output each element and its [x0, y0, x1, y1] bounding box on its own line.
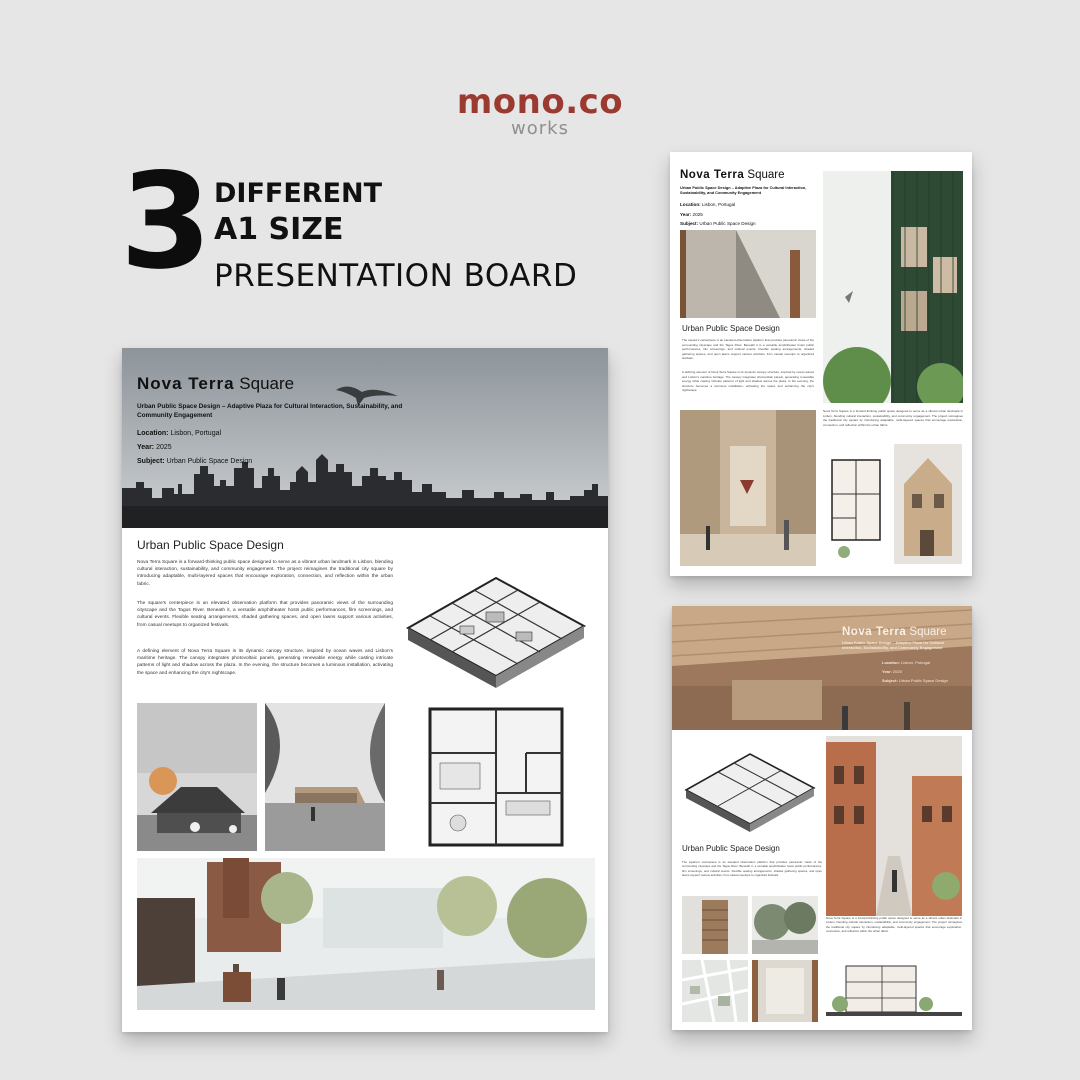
timber-house-image [894, 444, 962, 564]
axonometric-plan-image [680, 736, 820, 836]
location-value: Lisbon, Portugal [900, 660, 931, 665]
meta-location [680, 202, 735, 207]
subject-label: Subject: [680, 221, 699, 226]
small-plan-image [826, 454, 886, 564]
board-subtitle: Urban Public Space Design – Adaptive Plaza for Cultural Interaction, Sustainability, and Community Engagement [680, 185, 807, 196]
location-label: Location: [882, 660, 900, 665]
section-title: Urban Public Space Design [682, 324, 780, 333]
title-bold: Nova Terra [680, 169, 745, 181]
title-bold: Nova Terra [842, 626, 907, 638]
logo-subtitle: works [511, 118, 569, 139]
subject-value: Urban Public Space Design [164, 458, 253, 465]
meta-year [882, 669, 902, 674]
year-label: Year: [137, 444, 155, 451]
hero-skyline-image [122, 348, 608, 528]
subject-label: Subject: [137, 458, 165, 465]
green-facade-image [823, 171, 963, 403]
section-drawing-image [826, 946, 962, 1022]
pavilion-render-image [265, 703, 385, 851]
body-paragraph-2: A defining element of Nova Terra Square is its dynamic canopy structure, inspired by ocean waves and Lisbon's maritime heritage. The canopy integrates photovoltaic panels, generating renewable energy while casting intricate patterns of light and shadow across the plaza. In the evening, the structure becomes a luminous installation, activating the space and enhancing the city's nightscape. [682, 370, 814, 393]
shade-pavilion-image [752, 960, 818, 1022]
body-paragraph-1: Nova Terra Square is a forward-thinking public space designed to serve as a vibrant urban landmark in Lisbon, blending cultural interaction, sustainability, and community engagement. The project reimagines the traditional city square by introducing adaptable, multi-layered spaces that encourage exploration, connection, and reflection within the urban fabric. [137, 560, 393, 587]
interior-hero-image [672, 606, 972, 730]
body-paragraph-3: A defining element of Nova Terra Square is its dynamic canopy structure, inspired by ocean waves and Lisbon's maritime heritage. The canopy integrates photovoltaic panels, generating renewable energy while casting intricate patterns of light and shadow across the plaza. In the evening, the structure becomes a luminous installation, activating the space and enhancing the city's nightscape. [137, 649, 393, 676]
headline-line-1: DIFFERENT [214, 178, 383, 209]
presentation-board-tower [670, 152, 972, 576]
subject-value: Urban Public Space Design [698, 221, 756, 226]
site-map-image [682, 960, 748, 1022]
axonometric-plan-image [398, 548, 594, 698]
board-title [680, 169, 785, 181]
presentation-board-main [122, 348, 608, 1032]
body-paragraph-2: Nova Terra Square is a forward-thinking public space designed to serve as a vibrant urban landmark in Lisbon, blending cultural interaction, sustainability, and community engagement. The project reimagines the traditional city square by introducing adaptable, multi-layered spaces that encourage exploration, connection, and reflection within the urban fabric. [826, 916, 962, 934]
title-bold: Nova Terra [137, 374, 235, 393]
body-paragraph-1: The square's centerpiece is an elevated observation platform that provides panoramic views of the surrounding cityscape and the Tagus River. Beneath it is a versatile amphitheater hosts public performances, film screenings, and cultural events. Flexible seating arrangements, shaded gathering spaces, and open lawns support various activities, from casual meetups to organized festivals. [682, 338, 814, 361]
house-sketch-image [137, 703, 257, 851]
subject-label: Subject: [882, 678, 898, 683]
meta-subject [882, 678, 948, 683]
brand-logo [0, 82, 1080, 139]
section-title: Urban Public Space Design [137, 538, 284, 552]
body-paragraph-3: Nova Terra Square is a forward-thinking public space designed to serve as a vibrant urban landmark in Lisbon, blending cultural interaction, sustainability, and community engagement. The project reimagines the traditional city square by introducing adaptable, multi-layered spaces that encourage exploration, connection, and reflection within the urban fabric. [823, 409, 963, 427]
meta-location [882, 660, 930, 665]
meta-year [137, 444, 172, 451]
headline-number: 3 [120, 145, 212, 299]
board-title [842, 626, 947, 638]
board-subtitle: Urban Public Space Design – Adaptive Plaza for Cultural Interaction, Sustainability, and Community Engagement [137, 403, 403, 419]
floor-plan-image [396, 703, 594, 851]
subject-value: Urban Public Space Design [897, 678, 948, 683]
tree-render-image [752, 896, 818, 954]
year-value: 2025 [691, 212, 703, 217]
board-subtitle: Urban Public Space Design – Adaptive Plaza for Cultural Interaction, Sustainability, and Community Engagement [842, 641, 944, 651]
body-paragraph-1: The square's centerpiece is an elevated observation platform that provides panoramic views of the surrounding cityscape and the Tagus River. Beneath it, a versatile amphitheater hosts public performances, film screenings, and cultural events. Flexible seating arrangements, shaded gathering spaces, and open lawns support various activities, from casual meetups to organized festivals. [682, 860, 822, 878]
year-label: Year: [680, 212, 692, 217]
title-light: Square [744, 169, 785, 181]
board-title [137, 374, 294, 394]
brick-street-render-image [826, 736, 962, 916]
meta-year [680, 212, 703, 217]
body-paragraph-2: The square's centerpiece is an elevated observation platform that provides panoramic views of the surrounding cityscape and the Tagus River. Beneath it, a versatile amphitheater hosts public performances, film screenings, and cultural events. Flexible seating arrangements, shaded gathering spaces, and open lawns support various activities, from casual meetups to organized festivals. [137, 601, 393, 628]
location-label: Location: [680, 202, 701, 207]
title-light: Square [234, 374, 295, 393]
headline-line-2: A1 SIZE [214, 212, 344, 247]
presentation-board-brick [672, 606, 972, 1030]
tower-render-image [682, 896, 748, 954]
location-value: Lisbon, Portugal [700, 202, 736, 207]
meta-subject [680, 221, 756, 226]
section-title: Urban Public Space Design [682, 844, 780, 853]
year-value: 2025 [154, 444, 172, 451]
logo-wordmark: mono.co [456, 82, 624, 122]
meta-subject [137, 458, 252, 465]
location-label: Location: [137, 430, 169, 437]
year-value: 2025 [891, 669, 902, 674]
interior-render-image [680, 230, 816, 318]
title-light: Square [906, 626, 947, 638]
meta-location [137, 430, 221, 437]
year-label: Year: [882, 669, 892, 674]
plaza-render-image [137, 858, 595, 1010]
courtyard-render-image [680, 410, 816, 566]
location-value: Lisbon, Portugal [168, 430, 222, 437]
headline-line-3: PRESENTATION BOARD [214, 258, 578, 294]
